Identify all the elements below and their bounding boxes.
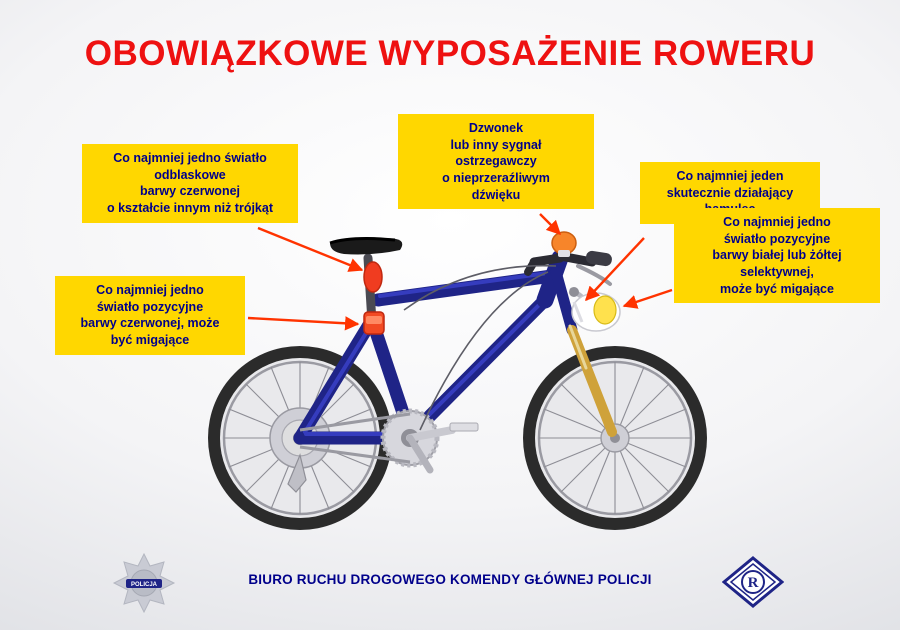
callout-line: barwy czerwonej, może bbox=[80, 316, 220, 331]
callout-rear-reflector bbox=[82, 144, 298, 223]
page-title: OBOWIĄZKOWE WYPOSAŻENIE ROWERU bbox=[84, 34, 816, 73]
callout-line: światło pozycyjne bbox=[96, 299, 204, 314]
footer-organisation: BIURO RUCHU DROGOWEGO KOMENDY GŁÓWNEJ POLICJI bbox=[248, 572, 652, 587]
callout-line: być migające bbox=[110, 332, 190, 347]
traffic-bureau-letter: R bbox=[747, 575, 759, 591]
front-wheel bbox=[523, 346, 707, 530]
callout-line: może być migające bbox=[720, 281, 834, 296]
callout-line: selektywnej, bbox=[740, 264, 814, 279]
callout-line: Co najmniej jeden bbox=[676, 169, 784, 183]
callout-line: dźwięku bbox=[471, 187, 521, 202]
callout-line: barwy białej lub żółtej bbox=[712, 248, 842, 263]
front-position-light-part bbox=[572, 293, 620, 331]
callout-line: ostrzegawczy bbox=[455, 154, 537, 169]
callout-line: o nieprzeraźliwym bbox=[442, 170, 550, 185]
police-badge-caption: POLICJA bbox=[130, 582, 158, 588]
traffic-bureau-logo bbox=[722, 556, 784, 608]
callout-front-light bbox=[674, 208, 880, 303]
callout-bell bbox=[398, 114, 594, 209]
callout-line: odblaskowe bbox=[154, 167, 226, 182]
callout-line: Co najmniej jedno bbox=[723, 215, 831, 229]
callout-line: skutecznie działający bbox=[666, 185, 794, 200]
callout-rear-light bbox=[55, 276, 245, 355]
callout-line: barwy czerwonej bbox=[139, 184, 241, 199]
callout-line: lub inny sygnał bbox=[450, 137, 542, 152]
callout-line: o kształcie innym niż trójkąt bbox=[106, 200, 273, 215]
callout-line: Co najmniej jedno bbox=[96, 283, 204, 297]
rear-position-light-part bbox=[364, 312, 384, 334]
rear-reflector-part bbox=[364, 262, 382, 292]
callout-line: Dzwonek bbox=[468, 121, 524, 135]
callout-line: światło pozycyjne bbox=[723, 231, 831, 246]
callout-line: Co najmniej jedno światło bbox=[113, 151, 267, 165]
